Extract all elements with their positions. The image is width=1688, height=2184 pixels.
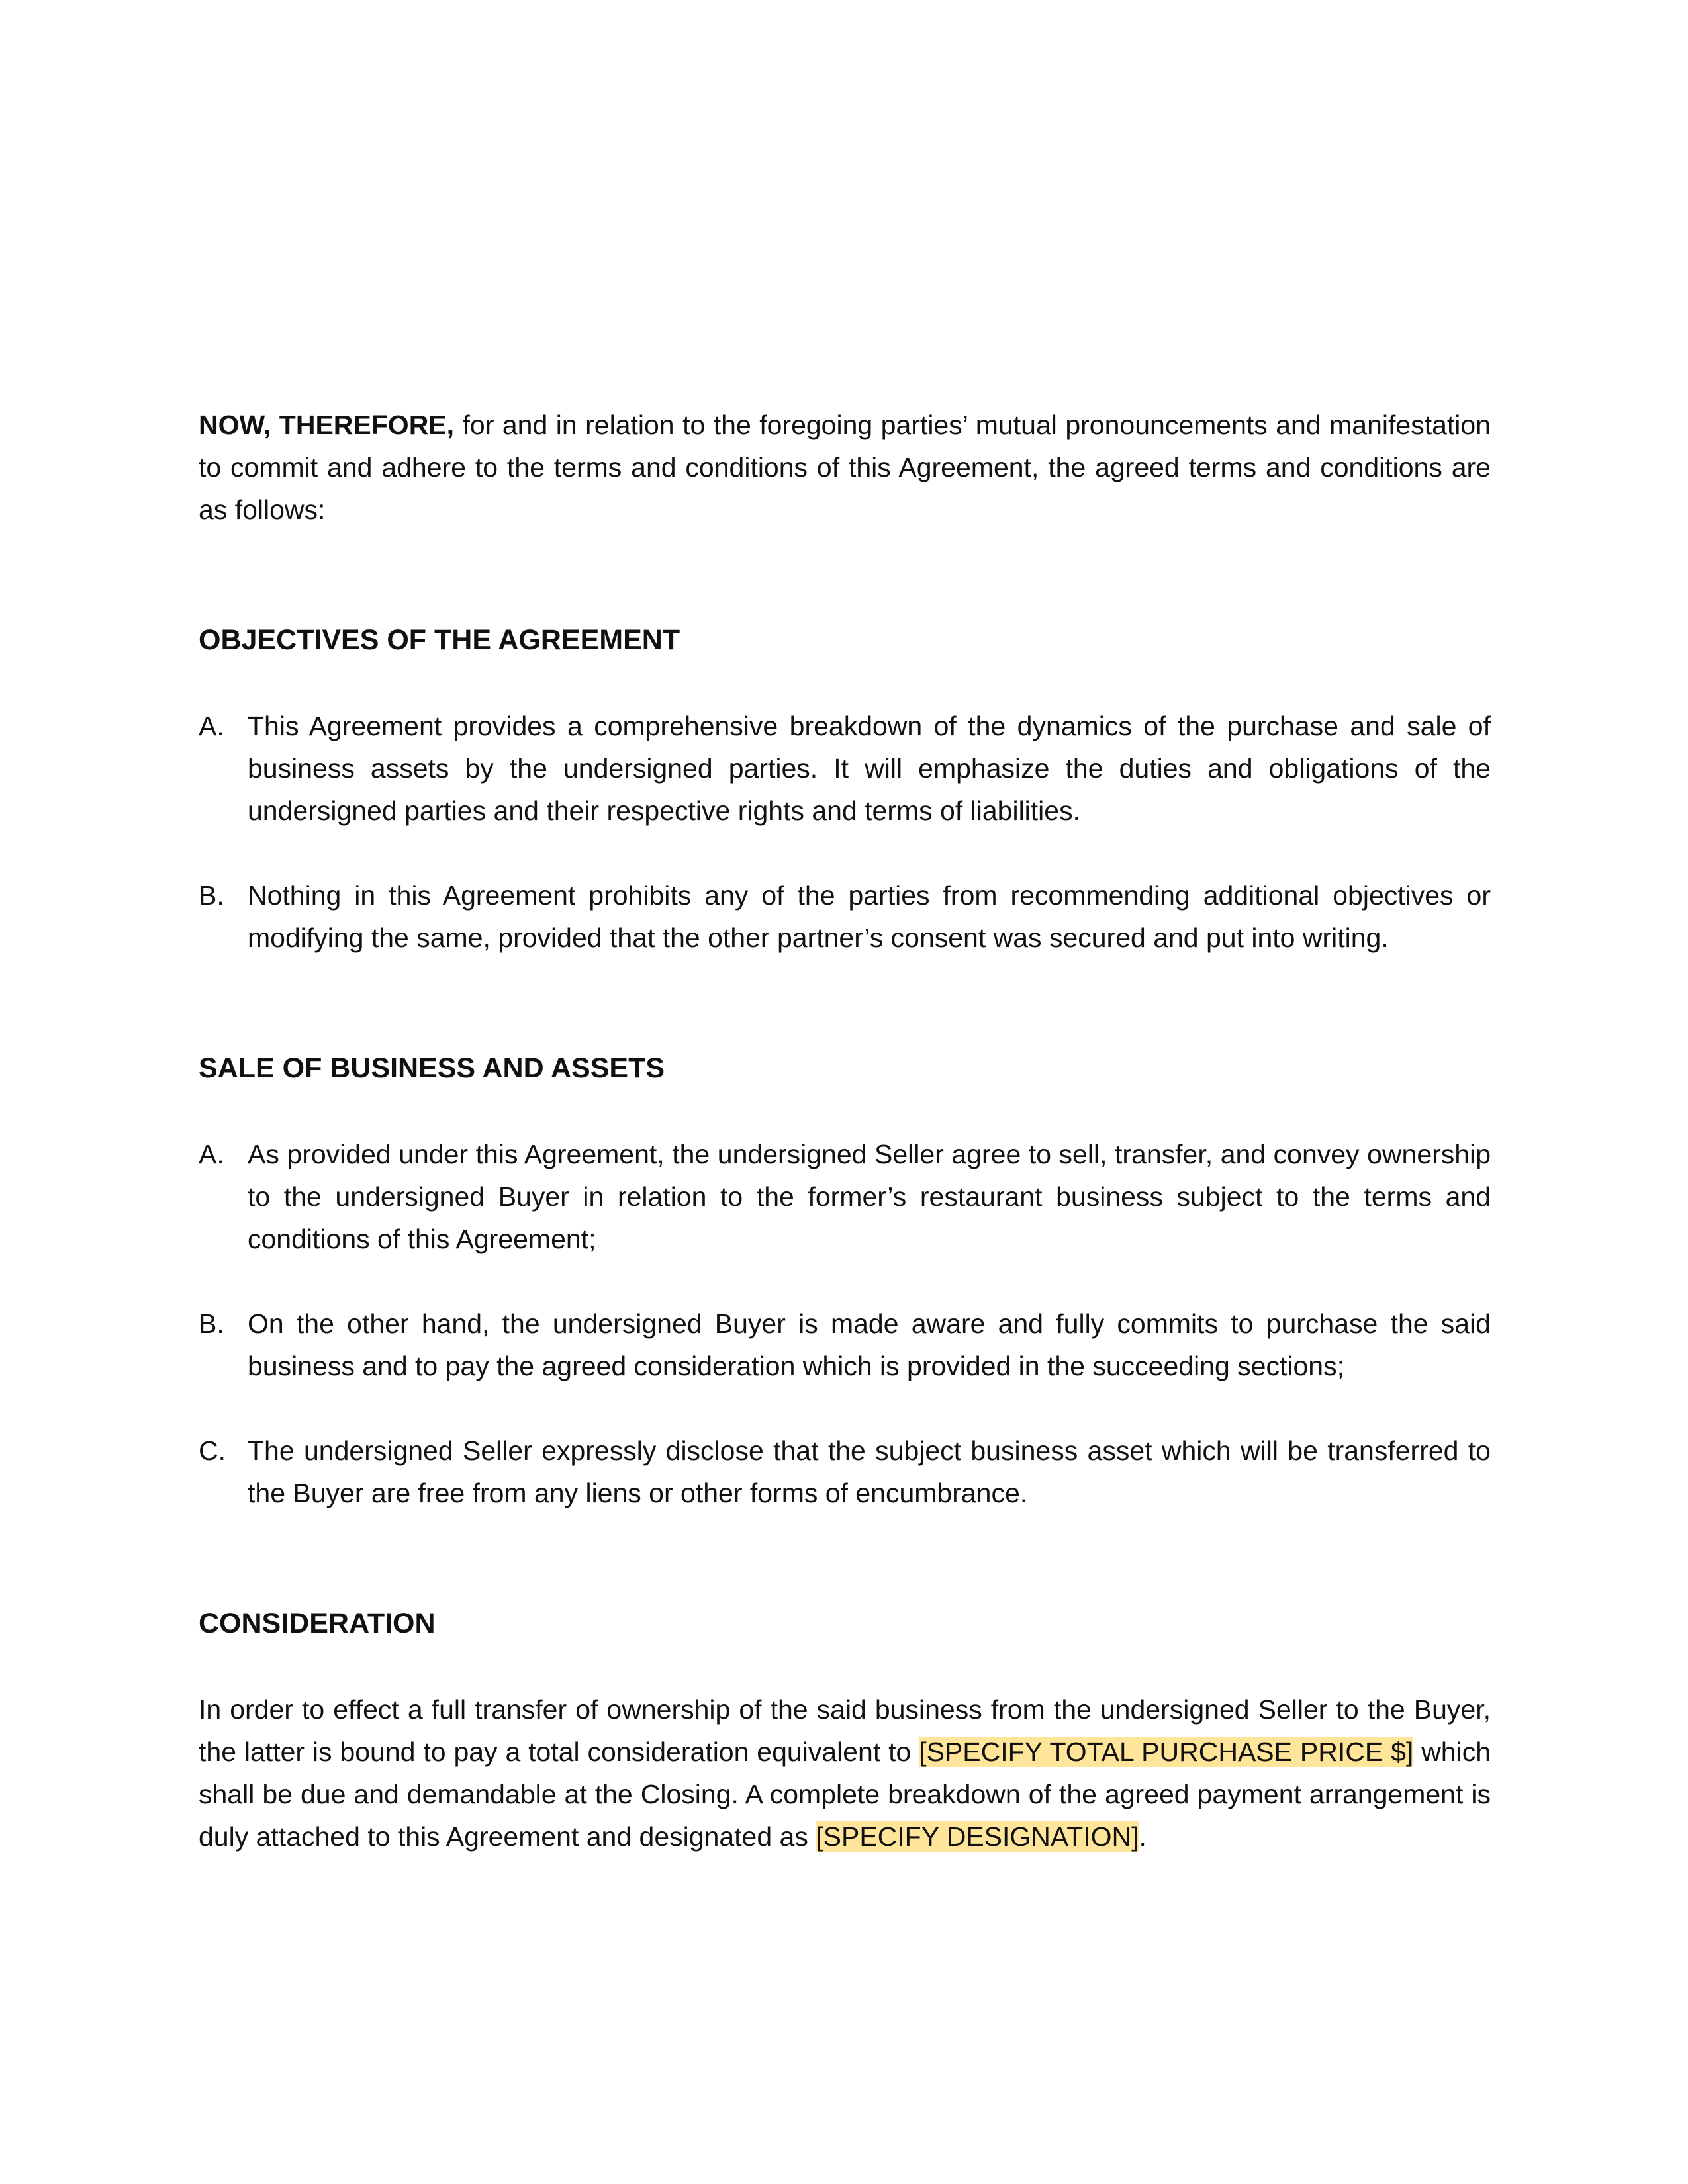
sale-item-a [199, 1133, 1491, 1260]
objectives-heading: OBJECTIVES OF THE AGREEMENT [199, 624, 680, 656]
item-text: This Agreement provides a comprehensive breakdown of the dynamics of the purchase and sale of business assets by the undersigned parties. It will emphasize the duties and obligations of the undersigned parties and their respective rights and terms of liabilities. [248, 711, 1491, 826]
item-letter: B. [199, 1308, 224, 1339]
item-letter: A. [199, 711, 224, 741]
item-text: On the other hand, the undersigned Buyer is made aware and fully commits to purchase the said business and to pay the agreed consideration which is provided in the succeeding sections; [248, 1308, 1491, 1381]
consideration-text-3: . [1139, 1821, 1147, 1852]
item-text: Nothing in this Agreement prohibits any of the parties from recommending additional objectives or modifying the same, provided that the other partner’s consent was secured and put into writing. [248, 880, 1491, 953]
item-letter: B. [199, 880, 224, 911]
designation-placeholder[interactable]: [SPECIFY DESIGNATION] [816, 1821, 1139, 1852]
objectives-item-a [199, 705, 1491, 832]
sale-item-c [199, 1430, 1491, 1514]
document-page [199, 404, 1491, 1858]
intro-paragraph [199, 404, 1491, 531]
sale-item-b [199, 1302, 1491, 1387]
price-placeholder[interactable]: [SPECIFY TOTAL PURCHASE PRICE $] [919, 1737, 1414, 1767]
consideration-text-2: which shall be due and demandable at the Closing. A complete breakdown of the agreed payment arrangement is duly attached to this Agreement and designated as [199, 1737, 1491, 1852]
intro-text: for and in relation to the foregoing parties’ mutual pronouncements and manifestation to commit and adhere to the terms and conditions of this Agreement, the agreed terms and conditions are as follows: [199, 410, 1491, 525]
sale-heading: SALE OF BUSINESS AND ASSETS [199, 1052, 665, 1084]
objectives-item-b [199, 874, 1491, 959]
item-letter: C. [199, 1435, 226, 1466]
consideration-text-1: In order to effect a full transfer of ownership of the said business from the undersigned Seller to the Buyer, the latter is bound to pay a total consideration equivalent to [199, 1694, 1491, 1767]
item-text: As provided under this Agreement, the undersigned Seller agree to sell, transfer, and convey ownership to the undersigned Buyer in relation to the former’s restaurant business subject to the terms and conditions of this Agreement; [248, 1139, 1491, 1254]
consideration-paragraph [199, 1688, 1491, 1858]
intro-lead: NOW, THEREFORE, [199, 410, 455, 440]
item-letter: A. [199, 1139, 224, 1169]
consideration-heading: CONSIDERATION [199, 1608, 436, 1639]
item-text: The undersigned Seller expressly disclose that the subject business asset which will be transferred to the Buyer are free from any liens or other forms of encumbrance. [248, 1435, 1491, 1508]
